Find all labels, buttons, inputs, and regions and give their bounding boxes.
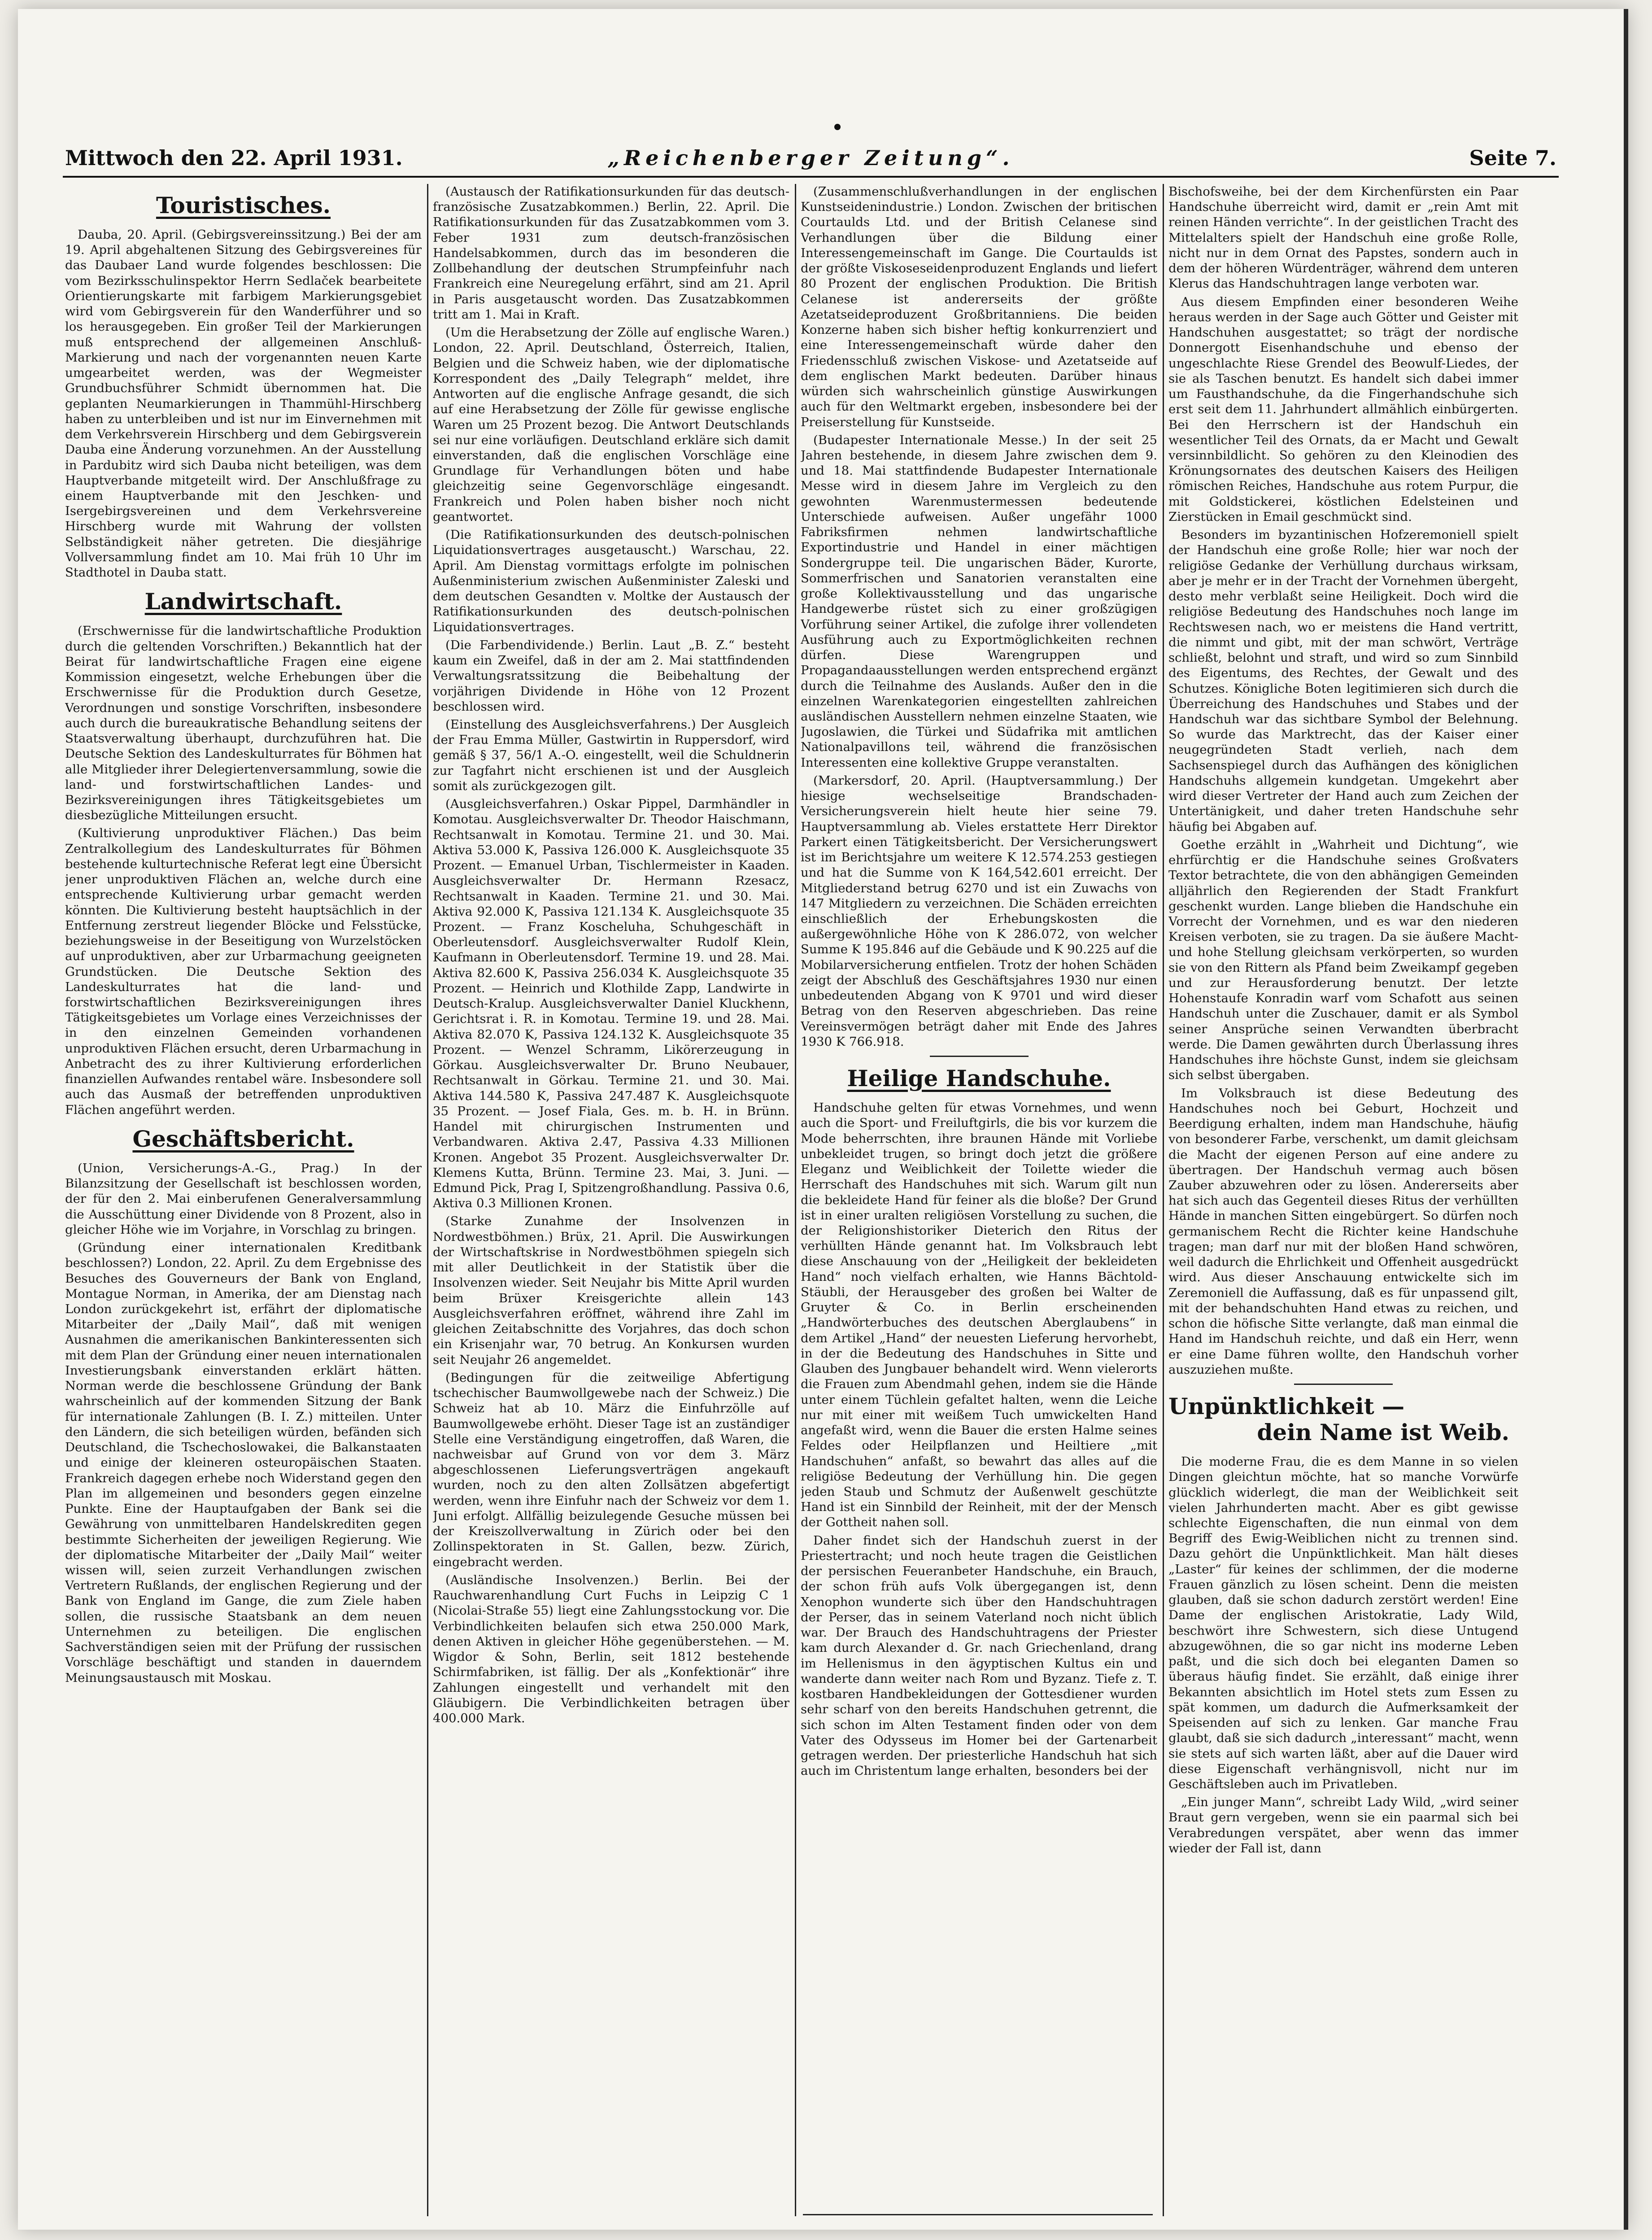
article-ratifikation-frankreich: (Austausch der Ratifikationsurkunden für das deutsch-französische Zusatzabkommen.) Berlin, 22. April. Die Ratifikationsurkunden für das Zusatzabkommen vom 3. Feber 1931 zum deutsch-französischen Handelsabkommen, durch das im besonderen die Zollbehandlung der deutschen Strumpfeinfuhr nach Frankreich eine Neuregelung erfährt, sind am 21. April in Paris ausgetauscht worden. Das Zusatzabkommen tritt am 1. Mai in Kraft. xyxy=(433,184,789,322)
feuilleton-paragraph: Goethe erzählt in „Wahrheit und Dichtung“, wie ehrfürchtig er die Handschuhe seines Großvaters Textor betrachtete, die von den abhängigen Gemeinden alljährlich den Regierenden der Stadt Frankfurt geschenkt wurden. Lange blieben die Handschuhe ein Vorrecht der Vornehmen, und es war den niederen Kreisen verboten, sie zu tragen. Da sie äußere Macht- und hohe Stellung gleichsam verkörperten, so wurden sie von den Rittern als Pfand beim Zweikampf gegeben und zur Herausforderung benutzt. Der letzte Hohenstaufe Konradin warf vom Schafott aus seinen Handschuh unter die Zuschauer, damit er als Symbol seiner Ansprüche seinen Verwandten überbracht werde. Die Damen gewährten durch Überlassung ihres Handschuhes ihre höchste Gunst, indem sie gleichsam sich selbst übergaben. xyxy=(1168,837,1518,1083)
header-paper-name: „Reichenberger Zeitung“. xyxy=(607,146,1014,170)
feuilleton-paragraph: Bischofsweihe, bei der dem Kirchenfürsten ein Paar Handschuhe überreicht wird, damit er „rein Amt mit reinen Händen verrichte“. In der geistlichen Tracht des Mittelalters spielt der Handschuh eine große Rolle, nicht nur in dem Ornat des Papstes, sondern auch in dem der höheren Würdenträger, während dem unteren Klerus das Handschuhtragen lange verboten war. xyxy=(1168,184,1518,291)
separator-rule xyxy=(1294,1384,1393,1385)
column-rule xyxy=(427,184,428,2216)
column-3 xyxy=(801,184,1157,2216)
article-ausgleichsverfahren: (Ausgleichsverfahren.) Oskar Pippel, Darmhändler in Komotau. Ausgleichsverwalter Dr. Theodor Haischmann, Rechtsanwalt in Komotau. Termine 21. und 30. Mai. Aktiva 53.000 K, Passiva 126.000 K. Ausgleichsquote 35 Prozent. — Emanuel Urban, Tischlermeister in Kaaden. Ausgleichsverwalter Dr. Hermann Rzesacz, Rechtsanwalt in Kaaden. Termine 21. und 30. Mai. Aktiva 92.000 K, Passiva 121.134 K. Ausgleichsquote 35 Prozent. — Franz Koscheluha, Schuhgeschäft in Oberleutensdorf. Ausgleichsverwalter Rudolf Klein, Kaufmann in Oberleutensdorf. Termine 19. und 28. Mai. Aktiva 82.600 K, Passiva 256.034 K. Ausgleichsquote 35 Prozent. — Heinrich und Klothilde Zapp, Landwirte in Deutsch-Kralup. Ausgleichsverwalter Daniel Kluckhenn, Gerichtsrat i. R. in Komotau. Termine 19. und 28. Mai. Aktiva 82.070 K, Passiva 124.132 K. Ausgleichsquote 35 Prozent. — Wenzel Schramm, Likörerzeugung in Görkau. Ausgleichsverwalter Dr. Bruno Neubauer, Rechtsanwalt in Görkau. Termine 21. und 30. Mai. Aktiva 144.580 K, Passiva 247.487 K. Ausgleichsquote 35 Prozent. — Josef Fiala, Ges. m. b. H. in Brünn. Handel mit chirurgischen Instrumenten und Verbandwaren. Aktiva 2.47, Passiva 4.33 Millionen Kronen. Angebot 35 Prozent. Ausgleichsverwalter Dr. Klemens Kutta, Brünn. Termine 23. Mai, 3. Juni. — Edmund Pick, Prag I, Spitzengroßhandlung. Passiva 0.6, Aktiva 0.3 Millionen Kronen. xyxy=(433,797,789,1211)
section-heading-landwirtschaft: Landwirtschaft. xyxy=(144,588,342,615)
article-kultivierung: (Kultivierung unproduktiver Flächen.) Das beim Zentralkollegium des Landeskulturrates für Böhmen bestehende kulturtechnische Referat legt eine Übersicht jener unproduktiven Flächen an, welche durch eine entsprechende Kultivierung urbar gemacht werden könnten. Die Kultivierung besteht hauptsächlich in der Entfernung zerstreut liegender Blöcke und Felsstücke, beziehungsweise in der Beseitigung von Wurzelstöcken auf unproduktiven, aber zur Urbarmachung geeigneten Grundstücken. Die Deutsche Sektion des Landeskulturrates hat die land- und forstwirtschaftlichen Bezirksvereinigungen ihres Tätigkeitsgebietes um Vorlage eines Verzeichnisses der in den einzelnen Gemeinden vorhandenen unproduktiven Flächen ersucht, deren Urbarmachung in Anbetracht des zu ihrer Kultivierung erforderlichen finanziellen Aufwandes rentabel wäre. Insbesondere soll auch das Ausmaß der betreffenden unproduktiven Flächen angeführt werden. xyxy=(65,826,422,1117)
article-union: (Union, Versicherungs-A.-G., Prag.) In der Bilanzsitzung der Gesellschaft ist beschlossen worden, der für den 2. Mai einberufenen Generalversammlung die Ausschüttung einer Dividende von 8 Prozent, also in gleicher Höhe wie im Vorjahre, in Vorschlag zu bringen. xyxy=(65,1161,422,1237)
article-farbendividende: (Die Farbendividende.) Berlin. Laut „B. Z.“ besteht kaum ein Zweifel, daß in der am 2. Mai stattfindenden Verwaltungsratssitzung die Beibehaltung der vorjährigen Dividende in Höhe von 12 Prozent beschlossen wird. xyxy=(433,638,789,714)
column-1 xyxy=(65,184,422,2216)
column-2 xyxy=(433,184,789,2216)
feuilleton-paragraph: Im Volksbrauch ist diese Bedeutung des Handschuhes noch bei Geburt, Hochzeit und Beerdigung erhalten, indem man Handschuhe, häufig von besonderer Farbe, verschenkt, um damit gleichsam die Macht der eigenen Person auf eine andere zu übertragen. Der Handschuh vermag auch bösen Zauber abzuwehren oder zu lösen. Andererseits aber hat sich auch das Gegenteil dieses Ritus der verhüllten Hände in manchen Sitten eingebürgert. So dürfen noch germanischem Recht die Richter keine Handschuhe tragen; man darf nur mit der bloßen Hand schwören, weil dadurch die Ehrlichkeit und Offenheit ausgedrückt wird. Aus dieser Anschauung entwickelte sich im Zeremoniell die Auffassung, daß es für unpassend gilt, mit der behandschuhten Hand etwas zu reichen, und schon die höfische Sitte verlangte, daß man einmal die Hand im Handschuh reichte, und daß ein Herr, wenn er eine Dame führen wollte, den Handschuh vorher auszuziehen mußte. xyxy=(1168,1086,1518,1377)
feuilleton-title-handschuhe: Heilige Handschuhe. xyxy=(847,1065,1111,1092)
article-kreditbank: (Gründung einer internationalen Kreditbank beschlossen?) London, 22. April. Zu dem Ergebnisse des Besuches des Gouverneurs der Bank von England, Montague Norman, in Amerika, der am Dienstag nach London zurückgekehrt ist, erfährt der diplomatische Mitarbeiter der „Daily Mail“, daß mit wenigen Ausnahmen die amerikanischen Bankinteressenten sich mit dem Plan der Gründung einer neuen internationalen Investierungsbank einverstanden erklärt hätten. Norman werde die beschlossene Gründung der Bank wahrscheinlich auf der kommenden Sitzung der Bank für internationale Zahlungen (B. I. Z.) mitteilen. Unter den Ländern, die sich beteiligen würden, befänden sich Deutschland, die Tschechoslowakei, die Balkanstaaten und einige der kleineren osteuropäischen Staaten. Frankreich dagegen erhebe noch Widerstand gegen den Plan im allgemeinen und besonders gegen einzelne Punkte. Eine der Hauptaufgaben der Bank sei die Gewährung von unmittelbaren Handelskrediten gegen bestimmte Sicherheiten der jeweiligen Regierung. Wie der diplomatische Mitarbeiter der „Daily Mail“ weiter wissen will, seien zurzeit Verhandlungen zwischen Vertretern Rußlands, der englischen Regierung und der Bank von England im Gange, die zum Ziele haben sollen, die russische Staatsbank an dem neuen Unternehmen zu beteiligen. Die englischen Sachverständigen seien mit der Prüfung der russischen Vorschläge beschäftigt und standen in dauerndem Meinungsaustausch mit Moskau. xyxy=(65,1240,422,1685)
article-liquidationsvertrag: (Die Ratifikationsurkunden des deutsch-polnischen Liquidationsvertrages ausgetauscht.) Warschau, 22. April. Am Dienstag vormittags erfolgte im polnischen Außenministerium zwischen Außenminister Zaleski und dem deutschen Gesandten v. Moltke der Austausch der Ratifikationsurkunden des deutsch-polnischen Liquidationsvertrages. xyxy=(433,528,789,634)
article-auslaendische-insolvenzen: (Ausländische Insolvenzen.) Berlin. Bei der Rauchwarenhandlung Curt Fuchs in Leipzig C 1 (Nicolai-Straße 55) liegt eine Zahlungsstockung vor. Die Verbindlichkeiten belaufen sich etwa 250.000 Mark, denen Aktiven in gleicher Höhe gegenüberstehen. — M. Wigdor & Sohn, Berlin, seit 1812 bestehende Schirmfabriken, ist fällig. Der als „Konfektionär“ ihre Zahlungen eingestellt und verhandelt mit den Gläubigern. Die Verbindlichkeiten betragen über 400.000 Mark. xyxy=(433,1572,789,1725)
column-rule xyxy=(1163,184,1164,2216)
feuilleton-paragraph: Aus diesem Empfinden einer besonderen Weihe heraus werden in der Sage auch Götter und Geister mit Handschuhen ausgestattet; so trägt der nordische Donnergott Eisenhandschuhe und ebenso der ungeschlachte Riese Grendel des Beowulf-Liedes, der sie als Taschen benutzt. Es handelt sich dabei immer um Fausthandschuhe, da die Fingerhandschuhe sich erst seit dem 11. Jahrhundert allmählich einbürgerten. Bei den Herrschern ist der Handschuh ein wesentlicher Teil des Ornats, da er Macht und Gewalt versinnbildlicht. So gehören zu den Kleinodien des Krönungsornates des deutschen Kaisers des Heiligen römischen Reiches, Handschuhe aus rotem Purpur, die mit Goldstickerei, köstlichen Edelsteinen und Zierstücken in Email geschmückt sind. xyxy=(1168,294,1518,524)
running-header xyxy=(65,146,1556,173)
article-zoelle-england: (Um die Herabsetzung der Zölle auf englische Waren.) London, 22. April. Deutschland, Österreich, Italien, Belgien und die Schweiz haben, wie der diplomatische Korrespondent des „Daily Telegraph“ meldet, ihre Antworten auf die englische Anfrage gesandt, die sich auf eine Herabsetzung der Zölle für gewisse englische Waren um 25 Prozent bezog. Die Antwort Deutschlands sei nur eine vorläufigen. Deutschland erkläre sich damit einverstanden, daß die englischen Vorschläge eine Grundlage für Verhandlungen böten und habe gleichzeitig seine Gegenvorschläge eingesandt. Frankreich und Polen haben bisher noch nicht geantwortet. xyxy=(433,325,789,524)
article-paragraph: Die moderne Frau, die es dem Manne in so vielen Dingen gleichtun möchte, hat so manche Vorwürfe glücklich widerlegt, die man der Weiblichkeit seit vielen Jahrhunderten macht. Aber es gibt gewisse schlechte Eigenschaften, die nun einmal von dem Begriff des Ewig-Weiblichen nicht zu trennen sind. Dazu gehört die Unpünktlichkeit. Man hält dieses „Laster“ für keines der schlimmen, der die moderne Frauen gänzlich zu lösen scheint. Denn die meisten glauben, daß sie schon dadurch zerstört werden! Eine Dame der englischen Aristokratie, Lady Wild, beschwört ihre Schwestern, sich diese Untugend abzugewöhnen, die so gar nicht ins moderne Leben paßt, und die sich doch bei eleganten Damen so überaus häufig findet. Sie erzählt, daß einige ihrer Bekannten absichtlich im Hotel stets zum Essen zu spät kommen, um dadurch die Aufmerksamkeit der Speisenden auf sich zu lenken. Gar manche Frau glaubt, daß sie sich dadurch „interessant“ macht, wenn sie stets auf sich warten läßt, aber auf die Dauer wird diese Eigenschaft verhängnisvoll, nicht nur im Geschäftsleben auch im Privatleben. xyxy=(1168,1454,1518,1791)
ornament-dot xyxy=(834,124,841,130)
column-end-rule xyxy=(803,2214,1153,2215)
feuilleton-paragraph: Besonders im byzantinischen Hofzeremoniell spielt der Handschuh eine große Rolle; hier war noch der religiöse Gedanke der Verhüllung durchaus wirksam, aber je mehr er in der Tracht der Vornehmen übergeht, desto mehr verblaßt seine Heiligkeit. Doch wird die religiöse Bedeutung des Handschuhes noch lange im Rechtswesen nach, wo er meistens die Hand vertritt, die nimmt und gibt, mit der man schwört, Verträge schließt, belohnt und straft, und wird so zum Sinnbild des Eigentums, des Rechtes, der Gewalt und des Schutzes. Königliche Boten legitimieren sich durch die Überreichung des Handschuhes und Stabes und der Handschuh war das sichtbare Symbol der Belehnung. So wurde das Marktrecht, das der Kaiser einer neugegründeten Stadt verlieh, nach dem Sachsenspiegel durch das Aufhängen des königlichen Handschuhs allgemein kundgetan. Umgekehrt aber wird dieser Vertreter der Hand auch zum Zeichen der Untertänigkeit, und daher treten Handschuhe sehr häufig bei Abgaben auf. xyxy=(1168,528,1518,834)
article-insolvenzen-nordwestboehmen: (Starke Zunahme der Insolvenzen in Nordwestböhmen.) Brüx, 21. April. Die Auswirkungen der Wirtschaftskrise in Nordwestböhmen spiegeln sich mit aller Deutlichkeit in der Statistik über die Insolvenzen wieder. Seit Neujahr bis Mitte April wurden beim Brüxer Kreisgerichte allein 143 Ausgleichsverfahren eröffnet, während ihre Zahl im gleichen Zeitabschnitte des Vorjahres, das doch schon ein Krisenjahr war, 70 betrug. An Konkursen wurden seit Neujahr 26 angemeldet. xyxy=(433,1214,789,1367)
article-title-unpuenktlichkeit-line2: dein Name ist Weib. xyxy=(1257,1419,1509,1446)
column-rule xyxy=(795,184,796,2216)
article-title-unpuenktlichkeit-line1: Unpünktlichkeit — xyxy=(1168,1393,1405,1420)
article-paragraph: „Ein junger Mann“, schreibt Lady Wild, „wird seiner Braut gern vergeben, wenn sie ein paarmal sich bei Verabredungen verspätet, aber wenn das immer wieder der Fall ist, dann xyxy=(1168,1795,1518,1856)
article-einstellung-ausgleich: (Einstellung des Ausgleichsverfahrens.) Der Ausgleich der Frau Emma Müller, Gastwirtin in Ruppersdorf, wird gemäß § 37, 56/1 A.-O. eingestellt, weil die Schuldnerin zur Tagfahrt nicht erschienen ist und der Ausgleich somit als zurückgezogen gilt. xyxy=(433,717,789,793)
newspaper-page xyxy=(18,9,1628,2230)
article-kunstseide: (Zusammenschlußverhandlungen in der englischen Kunstseidenindustrie.) London. Zwischen der britischen Courtaulds Ltd. und der British Celanese sind Verhandlungen über die Bildung einer Interessengemeinschaft im Gange. Die Courtaulds ist der größte Viskoseseidenproduzent Englands und liefert 80 Prozent der englischen Produktion. Die British Celanese ist andererseits der größte Azetatseideproduzent Großbritanniens. Die beiden Konzerne haben sich bisher heftig konkurrenziert und eine Interessengemeinschaft würde daher den Friedensschluß zwischen Viskose- und Azetatseide auf dem englischen Markt bedeuten. Darüber hinaus würden sich wahrscheinlich günstige Auswirkungen auch für den Weltmarkt ergeben, insbesondere bei der Preiserstellung für Kunstseide. xyxy=(801,184,1157,429)
header-page-number: Seite 7. xyxy=(1469,146,1556,170)
header-rule xyxy=(63,176,1559,178)
feuilleton-paragraph: Handschuhe gelten für etwas Vornehmes, und wenn auch die Sport- und Freiluftgirls, die bis vor kurzem die Mode beherrschten, ihre braunen Hände mit Vorliebe unbekleidet trugen, so bringt doch jetzt die größere Eleganz und Weiblichkeit der Toilette wieder die Herrschaft des Handschuhes mit sich. Warum gilt nun die bekleidete Hand für feiner als die bloße? Der Grund ist in einer uralten religiösen Vorstellung zu suchen, die der Religionshistoriker Dieterich den Ritus der verhüllten Hände genannt hat. Im Volksbrauch lebt diese Anschauung von der „Heiligkeit der bekleideten Hand“ noch vielfach erhalten, wie Hanns Bächtold-Stäubli, der Herausgeber des großen bei Walter de Gruyter & Co. in Berlin erscheinenden „Handwörterbuches des deutschen Aberglaubens“ in dem Artikel „Hand“ der neuesten Lieferung hervorhebt, in der die Bedeutung des Handschuhes in Sitte und Glauben des Jungbauer behandelt wird. Wenn vielerorts die Frauen zum Abendmahl gehen, indem sie die Hände unter einem Tüchlein gefaltet halten, wenn die Leiche nur mit einer mit weißem Tuch umwickelten Hand angefaßt wird, wenn die Bauer die ersten Halme seines Feldes oder Heilpflanzen und Heiltiere „mit Handschuhen“ anfaßt, so bewahrt das alles auf die religiöse Bedeutung der Verhüllung hin. Die gegen jeden Staub und Schmutz der Außenwelt geschützte Hand ist ein Sinnbild der Reinheit, mit der der Mensch der Gottheit nahen soll. xyxy=(801,1100,1157,1530)
article-dauba: Dauba, 20. April. (Gebirgsvereinssitzung.) Bei der am 19. April abgehaltenen Sitzung des Gebirgsvereines für das Daubaer Land wurde folgendes beschlossen: Die vom Bezirksschulinspektor Herrn Sedlaček bearbeitete Orientierungskarte mit farbigem Markierungsgebiet wird vom Gebirgsverein für den Wanderführer und so los herausgegeben. Ein großer Teil der Markierungen muß entsprechend der allgemeinen Anschluß-Markierung und nach der vorgenannten neuen Karte umgearbeitet werden, was der Wegmeister Grundbuchsführer Schmidt übernommen hat. Die geplanten Neumarkierungen in Thammühl-Hirschberg haben zu unterbleiben und ist nur im Einvernehmen mit dem Verkehrsverein Hirschberg und dem Gebirgsverein Dauba eine Änderung vorzunehmen. An der Ausstellung in Pardubitz wird sich Dauba nicht beteiligen, was dem Hauptverbande mitgeteilt wird. Der Anschlußfrage zu einem Hauptverbande mit den Jeschken- und Isergebirgsvereinen und dem Verkehrsvereine Hirschberg wurde mit Wahrung der vollsten Selbständigkeit näher getreten. Die diesjährige Vollversammlung findet am 10. Mai früh 10 Uhr im Stadthotel in Dauba statt. xyxy=(65,227,422,580)
separator-rule xyxy=(930,1056,1029,1057)
section-heading-touristisches: Touristisches. xyxy=(156,192,331,218)
article-erschwernisse: (Erschwernisse für die landwirtschaftliche Produktion durch die geltenden Vorschriften.) Bekanntlich hat der Beirat für landwirtschaftliche Fragen eine eigene Kommission eingesetzt, welche Erhebungen über die Erschwernisse für die Produktion durch Gesetze, Verordnungen und sonstige Vorschriften, insbesondere auch durch die bureaukratische Behandlung seitens der Staatsverwaltung überhaupt, durchzuführen hat. Die Deutsche Sektion des Landeskulturrates für Böhmen hat alle Mitglieder ihrer Delegiertenversammlung, sowie die land- und forstwirtschaftlichen Landes- und Bezirksvereinigungen ihres Tätigkeitsgebietes um diesbezügliche Mitteilungen ersucht. xyxy=(65,624,422,823)
section-heading-geschaeftsbericht: Geschäftsbericht. xyxy=(132,1125,354,1152)
column-4 xyxy=(1168,184,1518,2216)
article-budapester-messe: (Budapester Internationale Messe.) In der seit 25 Jahren bestehende, in diesem Jahre zwischen dem 9. und 18. Mai stattfindende Budapester Internationale Messe wird in diesem Jahre im Vergleich zu den gewohnten Warenmustermessen bedeutende Unterschiede aufweisen. Außer ungefähr 1000 Fabriksfirmen nehmen landwirtschaftliche Exportindustrie und Handel in einer mächtigen Sondergruppe teil. Die ungarischen Bäder, Kurorte, Sommerfrischen und Sanatorien veranstalten eine große Kollektivausstellung und das ungarische Handgewerbe rüstet sich zu einer großzügigen Vorführung seiner Artikel, die zufolge ihrer vollendeten Ausführung auch zu Exportmöglichkeiten rechnen dürfen. Diese Warengruppen und Propagandaausstellungen werden entsprechend ergänzt durch die Teilnahme des Auslands. Außer den in die einzelnen Warenkategorien eingestellten zahlreichen ausländischen Ausstellern nehmen einzelne Staaten, wie Jugoslawien, die Türkei und Südafrika mit amtlichen Nationalpavillons teil, während die französischen Interessenten eine kollektive Gruppe veranstalten. xyxy=(801,432,1157,770)
feuilleton-paragraph: Daher findet sich der Handschuh zuerst in der Priestertracht; und noch heute tragen die Geistlichen der persischen Feueranbeter Handschuhe, ein Brauch, der schon früh aufs Volk übergegangen ist, denn Xenophon wunderte sich über den Handschuhtragen der Perser, das in seinem Vaterland noch nicht üblich war. Der Brauch des Handschuhtragens der Priester kam durch Alexander d. Gr. nach Griechenland, drang im Hellenismus in den ägyptischen Kultus ein und wanderte dann weiter nach Rom und Byzanz. Tiefe z. T. kostbaren Handbekleidungen der Gottesdiener wurden sehr scharf von den bereits Handschuhen getrennt, die sich schon im Alten Testament finden oder von dem Vater des Odysseus im Homer bei der Gartenarbeit getragen werden. Der priesterliche Handschuh hat sich auch im Christentum lange erhalten, besonders bei der xyxy=(801,1533,1157,1778)
header-date: Mittwoch den 22. April 1931. xyxy=(65,146,403,170)
article-markersdorf: (Markersdorf, 20. April. (Hauptversammlung.) Der hiesige wechselseitige Brandschaden-Versicherungsverein hielt heute hier seine 79. Hauptversammlung ab. Vieles erstattete Herr Direktor Parkert einen Tätigkeitsbericht. Der Versicherungswert ist im Berichtsjahre um weitere K 12.574.253 gestiegen und hat die Summe von K 164,542.601 erreicht. Der Mitgliederstand betrug 6270 und ist ein Zuwachs von 147 Mitgliedern zu verzeichnen. Die Schäden erreichten einschließlich der Erhebungskosten die außergewöhnliche Höhe von K 286.072, von welcher Summe K 195.846 auf die Gebäude und K 90.225 auf die Mobilarversicherung entfielen. Trotz der hohen Schäden zeigt der Abschluß des Geschäftsjahres 1930 nur einen unbedeutenden Abgang von K 9701 und wird dieser Betrag von den Reserven abgeschrieben. Das reine Vereinsvermögen beträgt daher mit Ende des Jahres 1930 K 766.918. xyxy=(801,773,1157,1049)
article-baumwollgewebe-schweiz: (Bedingungen für die zeitweilige Abfertigung tschechischer Baumwollgewebe nach der Schweiz.) Die Schweiz hat ab 10. März die Einfuhrzölle auf Baumwollgewebe erhöht. Dieser Tage ist an zuständiger Stelle eine Verständigung eingetroffen, daß Waren, die nachweisbar auf Grund von vor dem 3. März abgeschlossenen Lieferungsverträgen angekauft wurden, noch zu den alten Zollsätzen abgefertigt werden, wenn ihre Einfuhr nach der Schweiz vor dem 1. Juni erfolgt. Allfällig beizulegende Gesuche müssen bei der Kreiszollverwaltung in Zürich oder bei den Zollinspektoraten in St. Gallen, bezw. Zürich, eingebracht werden. xyxy=(433,1370,789,1569)
